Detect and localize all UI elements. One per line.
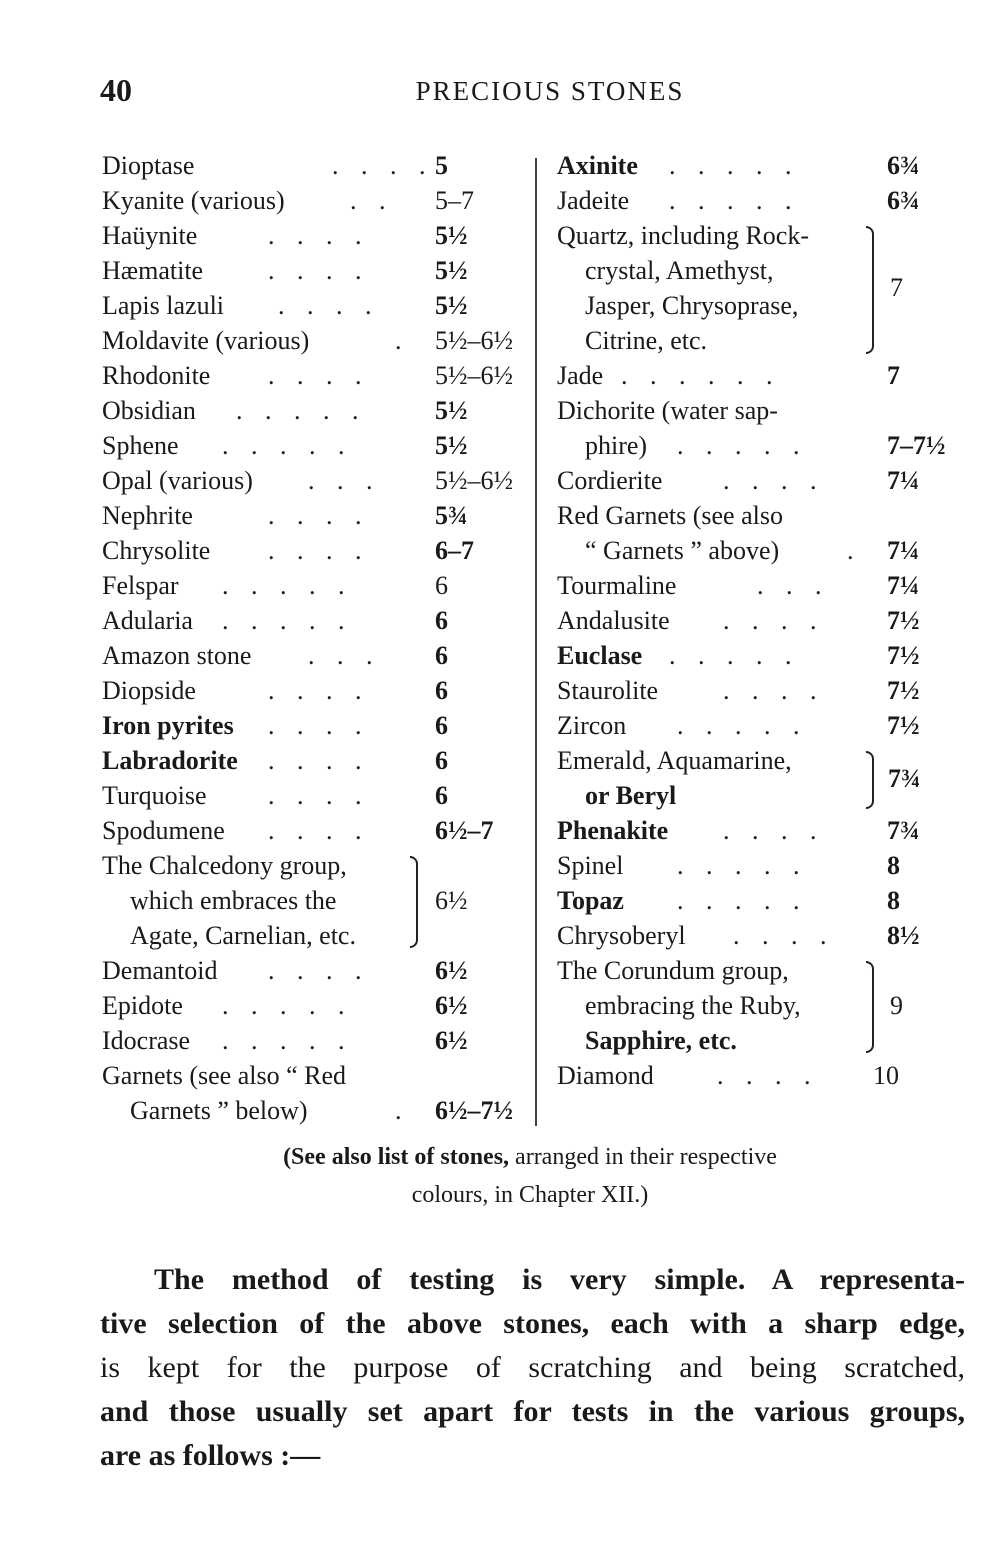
list-item: Jade . . . . . . 7 (557, 361, 900, 390)
list-item: Kyanite (various) . . 5–7 (102, 186, 474, 215)
emerald-group: Emerald, Aquamarine, or Beryl (557, 746, 792, 810)
list-item: Adularia . . . . . 6 (102, 606, 448, 635)
list-item: Cordierite . . . . 7¼ (557, 466, 920, 495)
list-item: Topaz . . . . . 8 (557, 886, 900, 915)
list-item: Red Garnets (see also (557, 501, 783, 530)
list-item: Zircon . . . . . 7½ (557, 711, 920, 740)
list-item: Amazon stone . . . 6 (102, 641, 448, 670)
list-item: Sphene . . . . . 5½ (102, 431, 468, 460)
list-item: Hæmatite . . . . 5½ (102, 256, 468, 285)
caption-rest: arranged in their respective (509, 1144, 777, 1170)
list-item: Spinel . . . . . 8 (557, 851, 900, 880)
corundum-group: The Corundum group, embracing the Ruby, Sapphire, etc. (557, 956, 801, 1055)
paragraph-line: is kept for the purpose of scratching and being scratched, (100, 1351, 965, 1384)
list-item: Nephrite . . . . 5¾ (102, 501, 468, 530)
hardness-table (0, 148, 1000, 1128)
list-item: Euclase . . . . . 7½ (557, 641, 920, 670)
list-item: Lapis lazuli . . . . 5½ (102, 291, 468, 320)
chalcedony-group: The Chalcedony group, which embraces the Agate, Carnelian, etc. (102, 851, 356, 950)
group-brace (866, 751, 874, 809)
group-brace (410, 856, 418, 948)
corundum-hardness: 9 (890, 991, 903, 1020)
caption-line-2: colours, in Chapter XII.) (411, 1182, 649, 1208)
list-item: Garnets (see also “ Red (102, 1061, 347, 1090)
paragraph-line: tive selection of the above stones, each with a sharp edge, (100, 1307, 965, 1340)
list-item: Spodumene . . . . 6½–7 (102, 816, 494, 845)
list-item: Andalusite . . . . 7½ (557, 606, 920, 635)
quartz-hardness: 7 (890, 273, 903, 302)
list-item: Felspar . . . . . 6 (102, 571, 448, 600)
running-title: PRECIOUS STONES (415, 76, 685, 106)
list-item: Idocrase . . . . . 6½ (102, 1026, 468, 1055)
list-item: Axinite . . . . . 6¾ (557, 151, 920, 180)
group-brace (866, 226, 874, 354)
emerald-hardness: 7¾ (888, 764, 921, 793)
paragraph-line: The method of testing is very simple. A representa- (154, 1263, 965, 1296)
list-item: Labradorite . . . . 6 (102, 746, 448, 775)
list-item: Opal (various) . . . 5½–6½ (102, 466, 513, 495)
list-item: Chrysoberyl . . . . 8½ (557, 921, 920, 950)
paragraph-line: are as follows :— (100, 1439, 321, 1472)
list-item: Tourmaline . . . 7¼ (557, 571, 920, 600)
list-item: Epidote . . . . . 6½ (102, 991, 468, 1020)
list-item: Staurolite . . . . 7½ (557, 676, 920, 705)
list-item: Chrysolite . . . . 6–7 (102, 536, 474, 565)
body-paragraph (100, 1258, 965, 1478)
page-number: 40 (100, 72, 132, 108)
group-brace (866, 961, 874, 1053)
list-item: Moldavite (various) . 5½–6½ (102, 326, 513, 355)
list-item: Phenakite . . . . 7¾ (557, 816, 920, 845)
list-item: Rhodonite . . . . 5½–6½ (102, 361, 513, 390)
list-item: phire) . . . . . 7–7½ (585, 431, 946, 460)
list-item: Diopside . . . . 6 (102, 676, 448, 705)
paragraph-line: and those usually set apart for tests in the various groups, (100, 1395, 965, 1428)
list-item: Jadeite . . . . . 6¾ (557, 186, 920, 215)
page-header (100, 72, 960, 116)
list-item: Diamond . . . . 10 (557, 1061, 899, 1090)
quartz-group: Quartz, including Rock- crystal, Amethyst, Jasper, Chrysoprase, Citrine, etc. (557, 221, 809, 355)
list-item: Dichorite (water sap- (557, 396, 778, 425)
caption-bold: (See also list of stones, (283, 1144, 510, 1170)
list-item: Haüynite . . . . 5½ (102, 221, 468, 250)
list-item: Turquoise . . . . 6 (102, 781, 448, 810)
table-caption (100, 1138, 960, 1214)
list-item: Demantoid . . . . 6½ (102, 956, 468, 985)
list-item: Iron pyrites . . . . 6 (102, 711, 448, 740)
list-item: Dioptase . . . . 5 (102, 151, 448, 180)
column-divider (535, 158, 537, 1126)
chalcedony-hardness: 6½ (435, 886, 468, 915)
list-item: Garnets ” below) . 6½–7½ (130, 1096, 513, 1125)
list-item: Obsidian . . . . . 5½ (102, 396, 468, 425)
list-item: “ Garnets ” above) . 7¼ (585, 536, 920, 565)
